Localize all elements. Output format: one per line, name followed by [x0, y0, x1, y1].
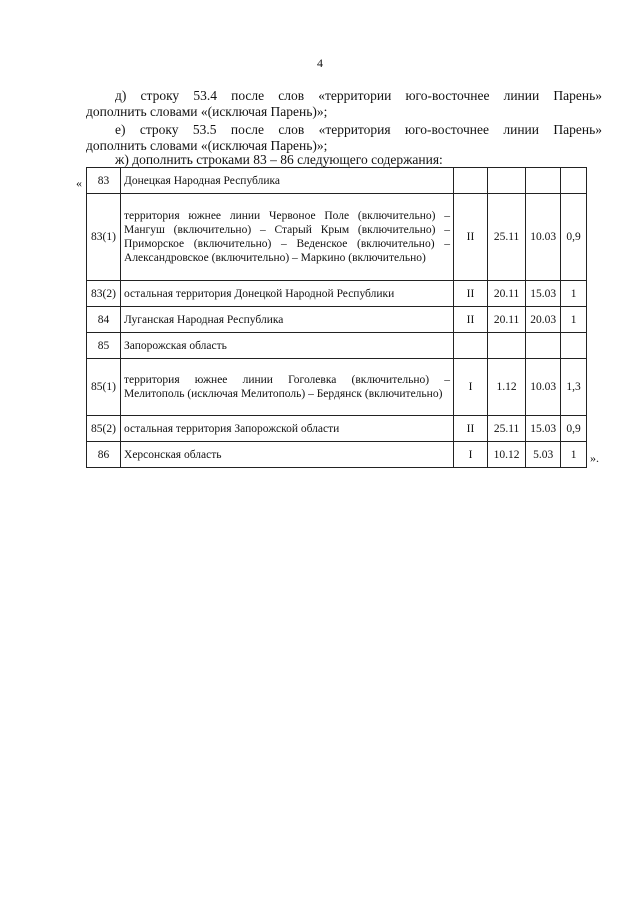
row-start-date: 1.12 [488, 359, 526, 416]
row-coefficient: 0,9 [561, 194, 587, 281]
paragraph-e-line2: дополнить словами «(исключая Парень)»; [86, 138, 328, 153]
row-end-date [526, 333, 561, 359]
closing-quote: ». [590, 451, 599, 465]
row-start-date: 20.11 [488, 307, 526, 333]
row-zone: II [454, 281, 488, 307]
row-number: 86 [87, 442, 121, 468]
row-zone [454, 168, 488, 194]
row-territory: Луганская Народная Республика [121, 307, 454, 333]
paragraph-d-line2: дополнить словами «(исключая Парень)»; [86, 104, 328, 119]
row-number: 85 [87, 333, 121, 359]
row-number: 84 [87, 307, 121, 333]
row-coefficient [561, 168, 587, 194]
table-row [87, 359, 587, 416]
row-end-date: 20.03 [526, 307, 561, 333]
row-start-date: 25.11 [488, 194, 526, 281]
row-zone [454, 333, 488, 359]
row-coefficient: 0,9 [561, 416, 587, 442]
row-zone: I [454, 442, 488, 468]
row-end-date: 5.03 [526, 442, 561, 468]
row-coefficient: 1,3 [561, 359, 587, 416]
table-row [87, 194, 587, 281]
row-end-date: 10.03 [526, 194, 561, 281]
paragraph-zh: ж) дополнить строками 83 – 86 следующего содержания: [115, 152, 443, 167]
row-coefficient: 1 [561, 281, 587, 307]
table-row [87, 416, 587, 442]
page-number: 4 [317, 56, 323, 70]
row-coefficient [561, 333, 587, 359]
paragraph-d-line1: д) строку 53.4 после слов «территории юго-восточнее линии Парень» [115, 88, 602, 103]
row-start-date: 25.11 [488, 416, 526, 442]
row-start-date [488, 168, 526, 194]
row-territory: Запорожская область [121, 333, 454, 359]
row-zone: I [454, 359, 488, 416]
paragraph-e [86, 122, 602, 154]
row-number: 83 [87, 168, 121, 194]
table-row [87, 281, 587, 307]
row-end-date: 10.03 [526, 359, 561, 416]
row-coefficient: 1 [561, 307, 587, 333]
paragraph-d [86, 88, 602, 120]
row-end-date: 15.03 [526, 281, 561, 307]
opening-quote: « [76, 176, 82, 190]
row-zone: II [454, 194, 488, 281]
row-territory: территория южнее линии Червоное Поле (включительно) – Мангуш (включительно) – Старый Крым (включительно) – Приморское (включительно) – Веденское (включительно) – Александровское (включительно) – Маркино (включительно) [121, 194, 454, 281]
row-zone: II [454, 416, 488, 442]
table-row [87, 442, 587, 468]
row-territory: Донецкая Народная Республика [121, 168, 454, 194]
paragraph-e-line1: е) строку 53.5 после слов «территория юго-восточнее линии Парень» [115, 122, 602, 137]
row-number: 85(1) [87, 359, 121, 416]
row-territory: остальная территория Донецкой Народной Республики [121, 281, 454, 307]
table-row [87, 168, 587, 194]
row-start-date: 20.11 [488, 281, 526, 307]
table-row [87, 333, 587, 359]
row-start-date: 10.12 [488, 442, 526, 468]
row-territory: Херсонская область [121, 442, 454, 468]
table-row [87, 307, 587, 333]
row-end-date [526, 168, 561, 194]
row-start-date [488, 333, 526, 359]
row-number: 85(2) [87, 416, 121, 442]
rows-table [86, 167, 587, 468]
row-territory: территория южнее линии Гоголевка (включительно) – Мелитополь (исключая Мелитополь) – Бердянск (включительно) [121, 359, 454, 416]
row-end-date: 15.03 [526, 416, 561, 442]
row-number: 83(2) [87, 281, 121, 307]
row-coefficient: 1 [561, 442, 587, 468]
row-territory: остальная территория Запорожской области [121, 416, 454, 442]
row-number: 83(1) [87, 194, 121, 281]
row-zone: II [454, 307, 488, 333]
